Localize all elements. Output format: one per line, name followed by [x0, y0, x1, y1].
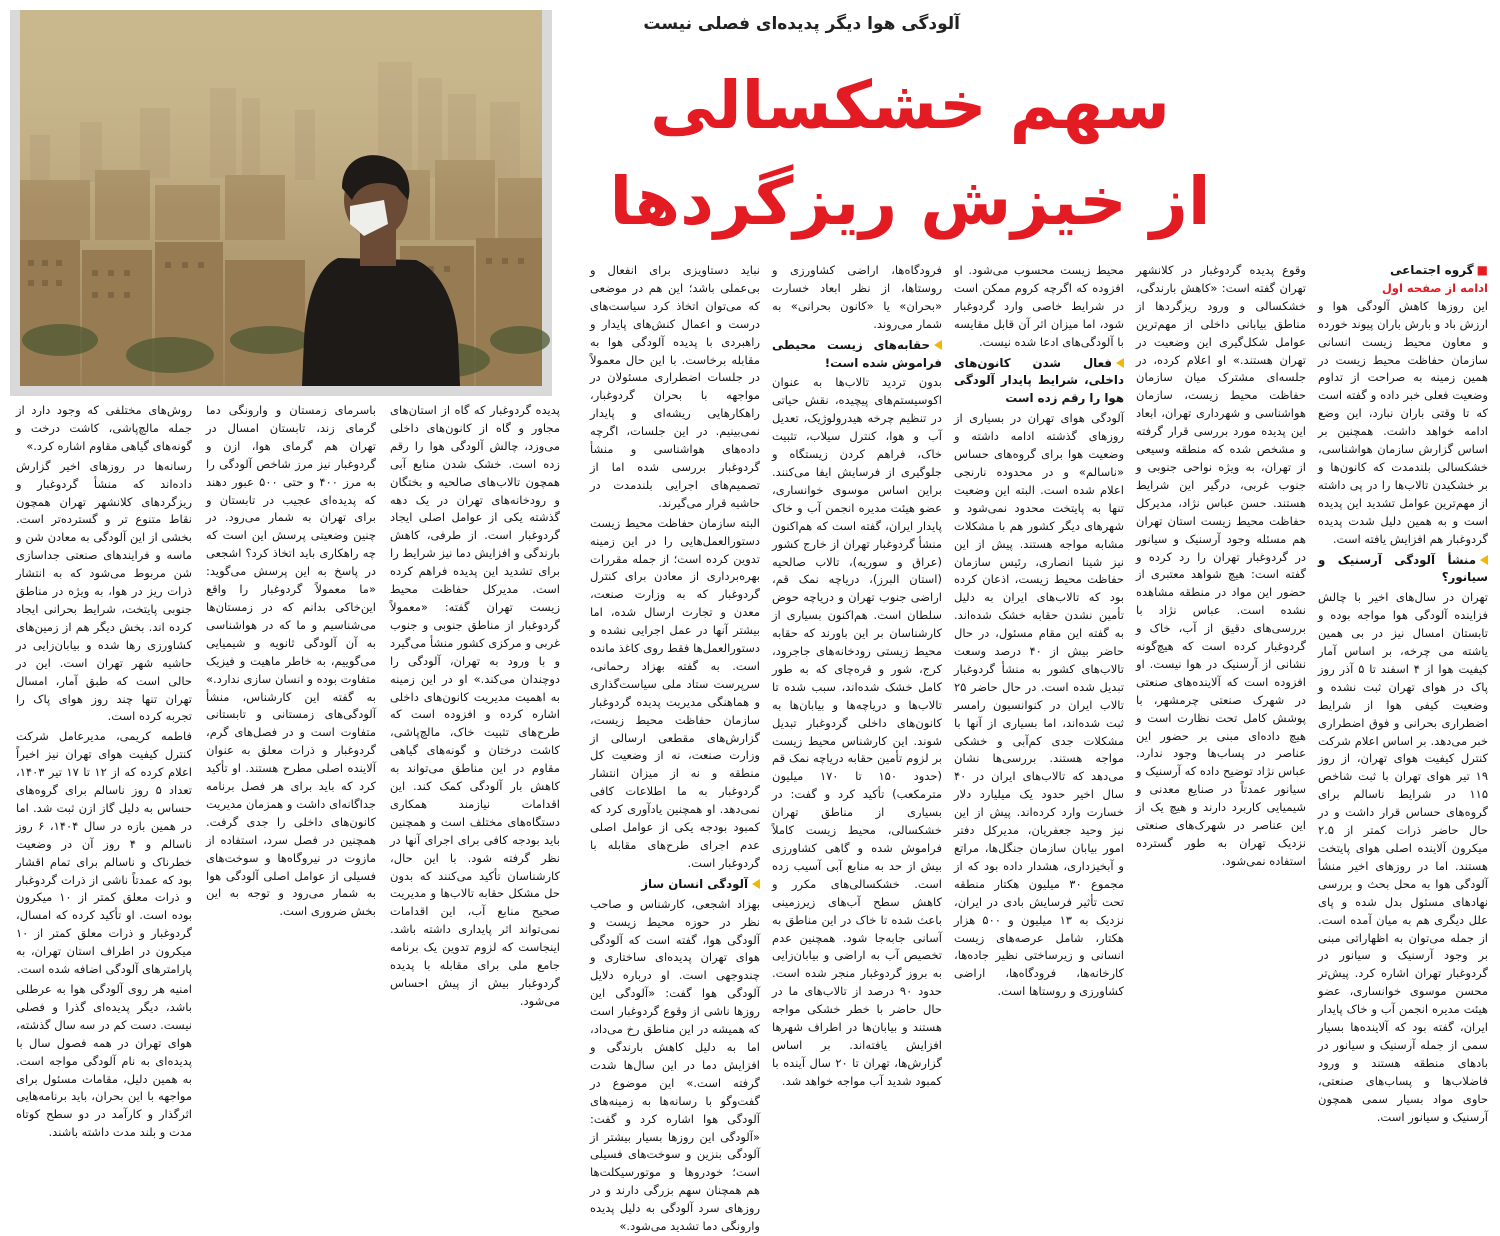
subheading: فعال شدن کانون‌های داخلی، شرایط پایدار آلودگی هوا را رقم زده است	[954, 355, 1124, 409]
article-column-2	[1136, 262, 1306, 1000]
subheading: منشأ آلودگی آرسنیک و سیانور؟	[1318, 552, 1488, 588]
paragraph: رسانه‌ها در روزهای اخیر گزارش داده‌اند که منشأ گردوغبار و ریزگردهای کلانشهر تهران همچون نقاط متنوع تر و گسترده‌تر است. بخشی از این آلودگی به معادن شن و ماسه و فرایندهای صنعتی جداسازی شن مربوط می‌شود که به انتشار ذرات ریز در هوا، به ویژه در مناطق جنوبی پایتخت، شرایط بحرانی ایجاد کرده اند. بخش دیگر هم از زمین‌های کشاورزی رها شده و بیابان‌زایی در حاشیه شهر تهران است. این در حالی است که طبق آمار، امسال تهران تنها چند روز هوای پاک را تجربه کرده است.	[16, 458, 192, 724]
paragraph: تهران در سال‌های اخیر با چالش فزاینده آلودگی هوا مواجه بوده و تابستان امسال نیز در بی همین یاشته می چرخه، بر اساس آمار کیفیت هوا از ۴ اسفند تا ۵ آذر روز پاک در هوای تهران ثبت نشده و وضعیت کیفی هوا از شرایط اضطراری بحرانی و فوق اضطراری خبر می‌دهد. بر اساس اعلام شرکت کنترل کیفیت هوای تهران، از روز ۱۹ تیر هوای تهران با ثبت شاخص ۱۱۵ در شرایط ناسالم برای گروه‌های حساس قرار داشت و در حال حاضر ذرات کمتر از ۲.۵ میکرون آلاینده اصلی هوای پایتخت هستند. اما در روزهای اخیر منشأ آلودگی هوا به محل بحث و بررسی نهادهای مسئول بدل شده و پای علل دیگری هم به میان آمده است. از جمله می‌توان به اظهاراتی مبنی بر وجود آرسنیک و سیانور در گردوغبار تهران اشاره کرد. پیش‌تر محسن موسوی خوانساری، عضو هیئت مدیره انجمن آب و خاک پایدار ایران، گفته بود که آلاینده‌ها بسیار سمی از جمله آرسنیک و سیانور در بادهای منطقه هستند و ورود فاضلاب‌ها و پساب‌های صنعتی، حاوی مواد بسیار سمی همچون آرسنیک و سیانور است.	[1318, 590, 1488, 1124]
subheading: آلودگی انسان ساز	[590, 876, 760, 894]
smog-city-photo	[20, 10, 542, 386]
paragraph: نباید دستاویزی برای انفعال و بی‌عملی باشد؛ این هم در موضعی که می‌توان اتخاذ کرد سیاست‌های درست و اعمال کنش‌های پایدار و راهبردی با پدیده آلودگی هوا به مقابله برخاست. با این حال معمولاً در جلسات اضطراری مسئولان در مواجهه با بحران گردوغبار، راهکارهایی ریشه‌ای و پایدار نمی‌بینیم. در این جلسات، اگرچه داده‌های هواشناسی و منشأ گردوغبار بررسی شده اما از تصمیم‌های اجرایی بلندمدت در حاشیه قرار می‌گیرند.	[590, 263, 760, 510]
paragraph: وقوع پدیده گردوغبار در کلانشهر تهران گفته است: «کاهش بارندگی، خشکسالی و ورود ریزگردها از مناطق بیابانی داخلی از مهم‌ترین عوامل شکل‌گیری این وضعیت در تهران هستند.» او اعلام کرده، در جلسه‌ای مشترک میان سازمان حفاظت محیط زیست، سازمان هواشناسی و شهرداری تهران، ابعاد این پدیده مورد بررسی قرار گرفته و مشخص شده که منطقه وسیعی از تهران، به ویژه نواحی جنوبی و جنوب غربی، درگیر این شرایط هستند. حسن عباس نژاد، مدیرکل حفاظت محیط زیست استان تهران هم مسئله وجود آرسنیک و سیانور در گردوغبار تهران را رد کرده و گفته است: هیچ شواهد معتبری از حضور این مواد در منطقه مشاهده نشده است. عباس نژاد با بررسی‌های دقیق از آب، خاک و گردوغبار کرده است که هیچ‌گونه نشانی از آرسنیک در هوا نیست. او افزوده است که آلاینده‌های صنعتی در شهرک صنعتی چرمشهر، با پوشش کامل تحت نظارت است و هیچ داده‌ای مبنی بر حضور این عناصر در پساب‌ها وجود ندارد. عباس نژاد توضیح داده که آرسنیک و سیانور عمدتاً در صنایع معدنی و شیمیایی کاربرد دارند و هیچ یک از این عناصر در شهرک‌های صنعتی نزدیک تهران به طور گسترده استفاده نمی‌شود.	[1136, 263, 1306, 868]
paragraph: امنیه هر روی آلودگی هوا به عرطلی باشد، دیگر پدیده‌ای گذرا و فصلی نیست. دست کم در سه سال گذشته، هوای تهران در همه فصول سال با پدیده‌ای به نام آلودگی مواجه است. به همین دلیل، مقامات مسئول برای مواجهه با این بحران، باید برنامه‌هایی اثرگذار و کارآمد در دو سطح کوتاه مدت و بلند مدت داشته باشند.	[16, 982, 192, 1140]
headline-line-1: سهم خشکسالی	[650, 67, 1170, 144]
paragraph: محیط زیست محسوب می‌شود. او افزوده که اگرچه کروم ممکن است در شرایط خاصی وارد گردوغبار شود، اما میزان اثر آن قابل مقایسه با آلودگی‌های ادعا شده نیست.	[954, 263, 1124, 349]
paragraph: بهزاد اشجعی، کارشناس و صاحب نظر در حوزه محیط زیست و آلودگی هوا، گفته است که آلودگی هوای تهران پدیده‌ای ساختاری و چندوجهی است. او درباره دلایل آلودگی هوا گفت: «آلودگی این روزها ناشی از وقوع گردوغبار است که همیشه در این مناطق رخ می‌داد، اما به دلیل کاهش بارندگی و افزایش دما در این سال‌ها شدت گرفته است.» این موضوع در گفت‌وگو با رسانه‌ها به زمینه‌های آلودگی هوا اشاره کرد و گفت: «آلودگی این روزها بسیار بیشتر از آلودگی بنزین و سوخت‌های فسیلی است؛ خودروها و موتورسیکلت‌ها هم همچنان سهم بزرگی دارند و در روزهای سرد آلودگی به دلیل پدیده وارونگی دما تشدید می‌شود.»	[590, 896, 760, 1234]
article-column-1	[1318, 262, 1488, 1124]
continued-note: ادامه از صفحه اول	[1381, 280, 1488, 295]
paragraph: بدون تردید تالاب‌ها به عنوان اکوسیستم‌های پیچیده، نقش حیاتی در تنظیم چرخه هیدرولوژیک، تعدیل آب و هوا، کنترل سیلاب، تثبیت خاک، فراهم کردن زیستگاه و جلوگیری از فرسایش ایفا می‌کنند. براین اساس موسوی خوانساری، عضو هیئت مدیره انجمن آب و خاک پایدار ایران، گفته است که هم‌اکنون منشأ گردوغبار تهران از خارج کشور (عراق و سوریه)، تالاب صالحیه (استان البرز)، دریاچه نمک قم، اراضی جنوب تهران و دریاچه حوض سلطان است. هم‌اکنون بسیاری از کارشناسان بر این باورند که حقابه محیط زیستی رودخانه‌های جاجرود، کرج، شور و قره‌چای که به طور کامل خشک شده‌اند، سبب شده تا تالاب‌ها و دریاچه‌ها و بیابان‌ها به کانون‌های داخلی گردوغبار تبدیل شوند. این کارشناس محیط زیست بر لزوم تأمین حقابه دریاچه نمک قم (حدود ۱۵۰ تا ۱۷۰ میلیون مترمکعب) تأکید کرد و گفت: در بسیاری از مناطق تهران خشکسالی، محیط زیست کاملاً فراموش شده و گاهی کشاورزی بیش از حد به منابع آبی آسیب زده است. خشکسالی‌های مکرر و کاهش سطح آب‌های زیرزمینی باعث شده تا خاک در این مناطق به آسانی جابه‌جا شود. همچنین عدم تخصیص آب به اراضی و بیابان‌زایی به بروز گردوغبار منجر شده است. حدود ۹۰ درصد از تالاب‌های ما در حال حاضر با خطر خشکی مواجه هستند و بیابان‌ها در اطراف شهرها افزایش یافته‌اند. بر اساس گزارش‌ها، تهران تا ۲۰ سال آینده با کمبود شدید آب مواجه خواهد شد.	[772, 375, 943, 1088]
paragraph: این روزها کاهش آلودگی هوا و ارزش باد و بارش باران پیوند خورده و معاون محیط زیست انسانی سازمان حفاظت محیط زیست در همین زمینه به صراحت از تداوم وضعیت فعلی خبر داده و گفته است که تا وقتی باران نبارد، این وضع ادامه خواهد داشت. همچنین بر اساس گزارش سازمان هواشناسی، خشکسالی بلندمدت که کانون‌ها و بر خشکیدن تالاب‌ها را در پی داشته از مهم‌ترین عوامل تشدید این پدیده است و به همین دلیل شدت پدیده گردوغبار هم افزایش یافته است.	[1318, 298, 1488, 546]
byline: ■گروه اجتماعی	[1389, 263, 1488, 277]
paragraph: روش‌های مختلفی که وجود دارد از جمله مالچ‌پاشی، کاشت درخت و گونه‌های گیاهی مقاوم اشاره کرد.»	[16, 403, 192, 453]
paragraph: فرودگاه‌ها، اراضی کشاورزی و روستاها، از نظر ابعاد خسارت «بحران» یا «کانون بحرانی» به شمار می‌روند.	[772, 263, 942, 331]
headline	[560, 58, 1260, 250]
paragraph: فاطمه کریمی، مدیرعامل شرکت کنترل کیفیت هوای تهران نیز اخیراً اعلام کرده که از ۱۲ تا ۱۷ تیر ۱۴۰۳، تعداد ۵ روز ناسالم برای گروه‌های حساس به دلیل گاز ازن ثبت شد. اما در همین بازه در سال ۱۴۰۴، ۶ روز ناسالم و ۴ روز آن در وضعیت خطرناک و ناسالم برای تمام اقشار بود که عمدتاً ناشی از ذرات گردوغبار و ذرات معلق کمتر از ۱۰ میکرون بوده است. او تأکید کرده که امسال، گردوغبار و ذرات معلق کمتر از ۱۰ میکرون در اطراف استان تهران، به پارامترهای آلودگی اضافه شده است.	[16, 729, 193, 977]
paragraph: آلودگی هوای تهران در بسیاری از روزهای گذشته ادامه داشته و وضعیت هوا برای گروه‌های حساس «ناسالم» و در محدوده نارنجی اعلام شده است. البته این وضعیت تنها به پایتخت محدود نمی‌شود و شهرهای دیگر کشور هم با مشکلات مشابه مواجه هستند. پیش از این نیز شینا انصاری، رئیس سازمان حفاظت محیط زیست، اذعان کرده بود که تالاب‌های ایران به دلیل تأمین نشدن حقابه خشک شده‌اند. به گفته این مقام مسئول، در حال حاضر بیش از ۴۰ درصد وسعت تالاب‌های کشور به منشأ گردوغبار تبدیل شده است. در حال حاضر ۲۵ تالاب ایران در کنوانسیون رامسر ثبت شده‌اند، اما بسیاری از آنها با مشکلات جدی کم‌آبی و خشکی مواجه هستند. بررسی‌ها نشان می‌دهد که تالاب‌های ایران در ۴۰ سال اخیر حدود یک میلیارد دلار خسارت وارد کرده‌اند. پیش از این نیز وحید جعفریان، مدیرکل دفتر امور بیابان سازمان جنگل‌ها، مراتع و آبخیزداری، هشدار داده بود که از مجموع ۳۰ میلیون هکتار منطقه تحت تأثیر فرسایش بادی در ایران، نزدیک به ۱۳ میلیون و ۵۰۰ هزار هکتار، شامل عرصه‌های زیست انسانی و زیرساختی نظیر جاده‌ها، کارخانه‌ها، فرودگاه‌ها، اراضی کشاورزی و روستاها است.	[954, 411, 1124, 999]
headline-line-2: از خیزش ریزگردها	[609, 163, 1211, 240]
article-column-8	[16, 402, 193, 1140]
article-column-4	[772, 262, 943, 1088]
paragraph: پدیده گردوغبار که گاه از استان‌های مجاور و گاه از کانون‌های داخلی می‌وزد، چالش آلودگی هوا را رقم زده است. خشک شدن منابع آبی همچون تالاب‌های صالحیه و بختگان و رودخانه‌های تهران در یک دهه گذشته یکی از عوامل اصلی ایجاد گردوغبار است. از طرفی، کاهش بارندگی و افزایش دما نیز شرایط را برای تشدید این پدیده فراهم کرده است. مدیرکل حفاظت محیط زیست تهران گفته: «معمولاً گردوغبار از مناطق جنوبی و جنوب غربی و مرکزی کشور منشأ می‌گیرد و با ورود به تهران، آلودگی را دوچندان می‌کند.» او در این زمینه به اهمیت مدیریت کانون‌های داخلی اشاره کرده و افزوده است که طرح‌های تثبیت خاک، مالچ‌پاشی، کاشت درختان و گونه‌های گیاهی مقاوم در این مناطق می‌تواند به کاهش بار آلودگی کمک کند. این اقدامات نیازمند همکاری دستگاه‌های مختلف است و همچنین باید بودجه کافی برای اجرای آنها در نظر گرفته شود. با این حال، کارشناسان تأکید می‌کنند که بدون حل مشکل حقابه تالاب‌ها و مدیریت صحیح منابع آب، این اقدامات نمی‌تواند اثر پایداری داشته باشد. اینجاست که لزوم تدوین یک برنامه جامع ملی برای مقابله با پدیده گردوغبار بیش از پیش احساس می‌شود.	[390, 403, 560, 1008]
kicker: آلودگی هوا دیگر پدیده‌ای فصلی نیست	[643, 14, 960, 34]
paragraph: البته سازمان حفاظت محیط زیست دستورالعمل‌هایی را در این زمینه تدوین کرده است؛ از جمله مقررات بهره‌برداری از معادن برای کنترل گردوغبار که به وزارت صنعت، معدن و تجارت ارسال شده، اما بیشتر آنها در عمل اجرایی نشده و دستورالعمل‌ها فقط روی کاغذ مانده است. به گفته بهزاد رحمانی، سرپرست ستاد ملی سیاست‌گذاری و هماهنگی مدیریت پدیده گردوغبار سازمان حفاظت محیط زیست، گزارش‌های مقطعی ارسالی از وزارت صنعت، نه از وضعیت کل منطقه و نه از میزان انتشار گردوغبار به ما اطلاعات کافی نمی‌دهد. او همچنین یادآوری کرد که کمبود بودجه یکی از عوامل اصلی عدم اجرای طرح‌های مقابله با گردوغبار است.	[590, 515, 760, 870]
article-column-6	[390, 402, 560, 1008]
article-photo	[10, 10, 552, 396]
article-column-3	[954, 262, 1124, 1000]
article-column-5	[590, 262, 760, 1234]
subheading: حقابه‌های زیست محیطی فراموش شده است!	[772, 337, 942, 373]
article-column-7	[206, 402, 376, 1000]
paragraph: باسرمای زمستان و وارونگی دما گرمای زند، تابستان امسال در تهران هم گرمای هوا، ازن و گردوغبار نیز مرز شاخص آلودگی را به مرز ۴۰۰ و حتی ۵۰۰ عبور دهند که پدیده‌ای عجیب در تابستان و برای تهران به شمار می‌رود. در چنین وضعیتی پرسش این است که چه راهکاری باید اتخاذ کرد؟ اشجعی در پاسخ به این پرسش می‌گوید: «ما معمولاً گردوغبار را واقع این‌خاکی بدانم که در زمستان‌ها می‌شناسیم و ما که در هواشناسی به آن آلودگی ثانویه و شیمیایی می‌گوییم، به خاطر ماهیت و فیزیک متفاوت بوده و انسان سازی ندارد.» به گفته این کارشناس، منشأ آلودگی‌های زمستانی و تابستانی متفاوت است و در فصل‌های گرم، گردوغبار و ذرات معلق به عنوان آلاینده اصلی مطرح هستند. او تأکید کرد که باید برای هر فصل برنامه جداگانه‌ای داشت و همزمان مدیریت کانون‌های داخلی را جدی گرفت. همچنین در فصل سرد، استفاده از مازوت در نیروگاه‌ها و سوخت‌های فسیلی از عوامل اصلی آلودگی هوا به شمار می‌رود و توجه به این بخش ضروری است.	[206, 403, 376, 919]
bullet-icon: ■	[1476, 263, 1488, 277]
